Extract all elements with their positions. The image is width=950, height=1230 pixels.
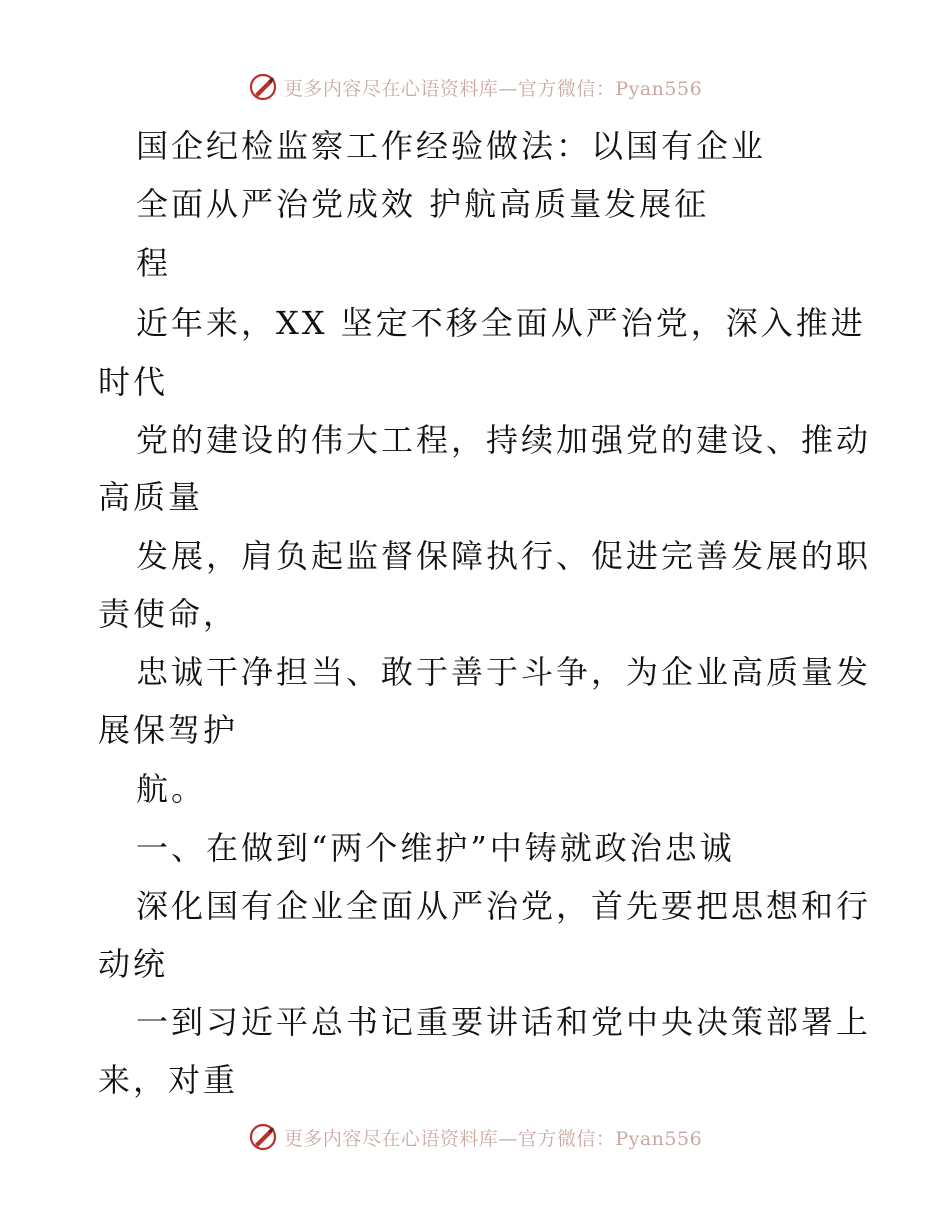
- paragraph-line: 忠诚干净担当、敢于善于斗争，为企业高质量发: [136, 653, 872, 691]
- paragraph-line: 高质量: [98, 478, 204, 516]
- paragraph-line: 动统: [98, 945, 169, 983]
- footer-watermark: [0, 1122, 950, 1152]
- paragraph-line: 近年来，XX 坚定不移全面从严治党，深入推进: [136, 304, 866, 342]
- pen-seal-logo-icon: [248, 72, 278, 102]
- paragraph-line: 展保驾护: [98, 711, 239, 749]
- paragraph-line: 责使命，: [98, 595, 239, 633]
- watermark-text: 更多内容尽在心语资料库—官方微信：Pyan556: [283, 77, 703, 100]
- watermark-text: 更多内容尽在心语资料库—官方微信：Pyan556: [283, 1127, 703, 1150]
- paragraph-line: 时代: [98, 363, 169, 401]
- paragraph-line: 党的建设的伟大工程，持续加强党的建设、推动: [136, 421, 872, 459]
- document-title-line-3: 程: [136, 244, 172, 282]
- section-heading: 一、在做到“两个维护”中铸就政治忠诚: [136, 829, 735, 867]
- header-watermark: [0, 72, 950, 102]
- paragraph-line: 来，对重: [98, 1061, 239, 1099]
- paragraph-line: 航。: [136, 770, 207, 808]
- document-title-line-2: 全面从严治党成效 护航高质量发展征: [136, 185, 710, 223]
- pen-seal-logo-icon: [248, 1122, 278, 1152]
- paragraph-line: 发展，肩负起监督保障执行、促进完善发展的职: [136, 537, 872, 575]
- paragraph-line: 一到习近平总书记重要讲话和党中央决策部署上: [136, 1003, 872, 1041]
- document-title-line-1: 国企纪检监察工作经验做法：以国有企业: [136, 127, 767, 165]
- paragraph-line: 深化国有企业全面从严治党，首先要把思想和行: [136, 887, 872, 925]
